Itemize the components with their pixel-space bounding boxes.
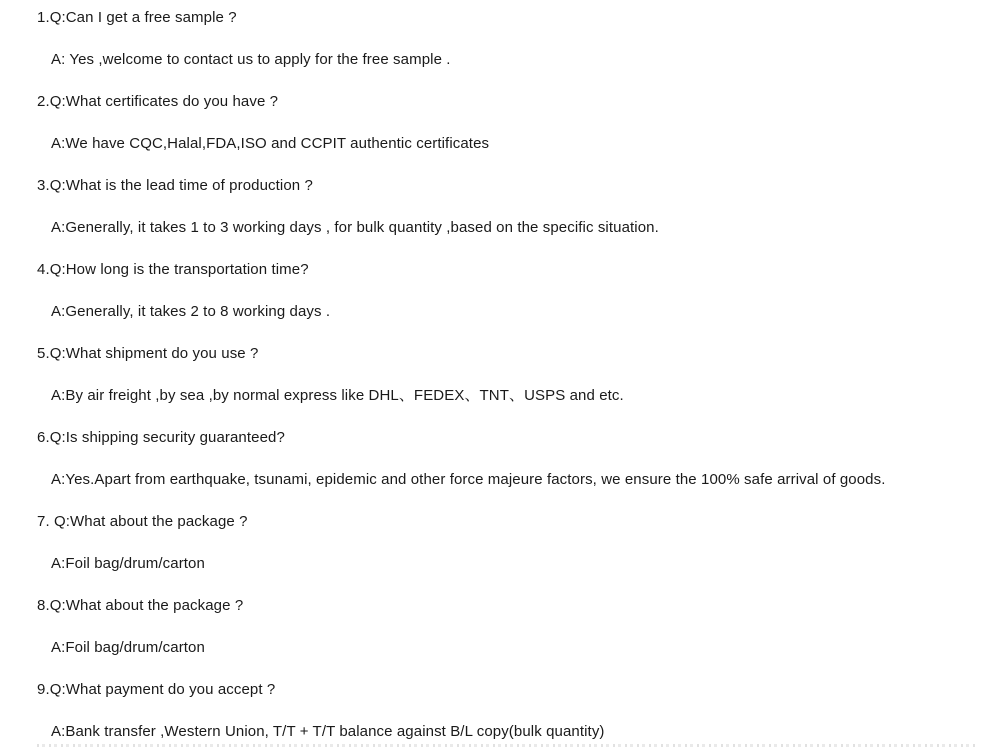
faq-question: 4.Q:How long is the transportation time? — [37, 261, 309, 278]
faq-answer: A:Foil bag/drum/carton — [51, 555, 205, 572]
faq-question: 9.Q:What payment do you accept ? — [37, 681, 276, 698]
faq-question: 3.Q:What is the lead time of production ? — [37, 177, 313, 194]
faq-question: 7. Q:What about the package ? — [37, 513, 248, 530]
faq-question: 2.Q:What certificates do you have ? — [37, 93, 279, 110]
clipped-next-line-artifact — [37, 744, 977, 747]
faq-answer: A:Foil bag/drum/carton — [51, 639, 205, 656]
faq-answer: A:Bank transfer ,Western Union, T/T + T/T balance against B/L copy(bulk quantity) — [51, 723, 605, 740]
faq-answer: A: Yes ,welcome to contact us to apply for the free sample . — [51, 51, 451, 68]
faq-answer: A:We have CQC,Halal,FDA,ISO and CCPIT authentic certificates — [51, 135, 490, 152]
faq-answer: A:Yes.Apart from earthquake, tsunami, epidemic and other force majeure factors, we ensure the 100% safe arrival of goods. — [51, 471, 886, 488]
faq-answer: A:Generally, it takes 2 to 8 working days . — [51, 303, 331, 320]
faq-question: 6.Q:Is shipping security guaranteed? — [37, 429, 285, 446]
faq-answer: A:Generally, it takes 1 to 3 working days , for bulk quantity ,based on the specific situation. — [51, 219, 659, 236]
faq-question: 5.Q:What shipment do you use ? — [37, 345, 259, 362]
faq-question: 8.Q:What about the package ? — [37, 597, 244, 614]
faq-answer: A:By air freight ,by sea ,by normal express like DHL、FEDEX、TNT、USPS and etc. — [51, 387, 624, 404]
faq-list — [37, 0, 990, 750]
faq-question: 1.Q:Can I get a free sample ? — [37, 9, 237, 26]
